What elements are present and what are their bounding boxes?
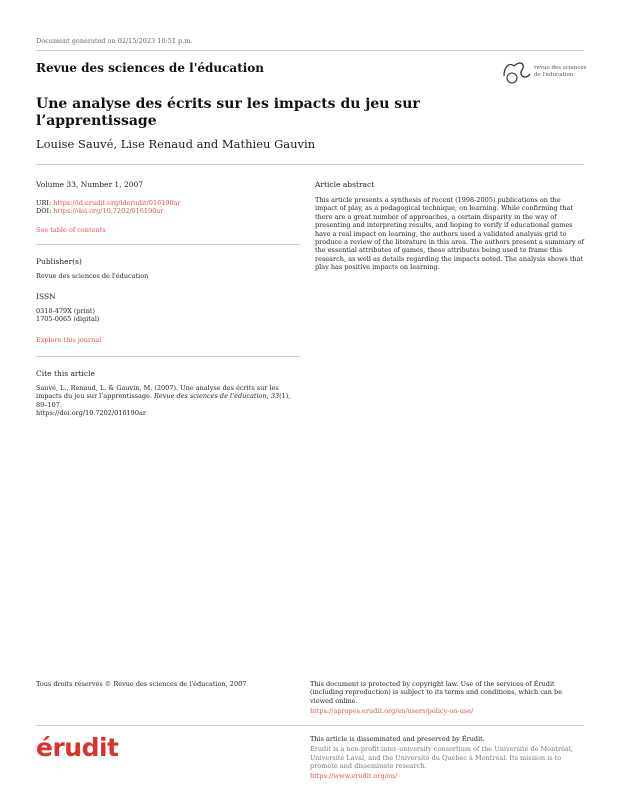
divider: [36, 244, 300, 245]
abstract-heading: Article abstract: [315, 180, 375, 189]
volume-info: Volume 33, Number 1, 2007: [36, 180, 144, 189]
generated-date: Document generated on 02/15/2023 10:51 p.m.: [36, 37, 193, 45]
citation-pages: (1), 89–107.: [36, 392, 291, 409]
uri-label: URI:: [36, 199, 52, 207]
uri-line: [36, 199, 300, 207]
copyright-notice: [310, 680, 580, 715]
footer-divider: [36, 725, 584, 726]
header-divider: [36, 164, 584, 165]
journal-logo-icon: [500, 58, 532, 84]
erudit-info: [310, 735, 580, 780]
erudit-about: Érudit is a non-profit inter-university consortium of the Université de Montréal, Université Laval, and the Université du Québec à Montréal. Its mission is to promote and disseminate research.: [310, 745, 573, 770]
citation-doi: https://doi.org/10.7202/016190ar: [36, 408, 146, 417]
erudit-logo: érudit: [36, 733, 119, 762]
issn-digital: 1705-0065 (digital): [36, 315, 100, 324]
issn-print: 0318-479X (print): [36, 307, 96, 316]
rights-statement: Tous droits réservés © Revue des sciences de l'éducation, 2007: [36, 680, 247, 688]
citation-authors-title: Sauvé, L., Renaud, L. & Gauvin, M. (2007). Une analyse des écrits sur les impacts du jeu sur l’apprentissage.: [36, 384, 279, 401]
abstract-text: This article presents a synthesis of recent (1998-2005) publications on the impact of play, as a pedagogical technique, on learning. While confirming that there are a great number of approaches, a certain disparity in the way of presenting and interpreting results, and hoping to verify if educational games have a real impact on learning, the authors used a validated analysis grid to produce a review of the literature in this area. The authors present a summary of the essential attributes of games, these attributes being used to frame this research, as well as details regarding the impacts noted. The analysis shows that play has positive impacts on learning.: [315, 196, 584, 272]
policy-link[interactable]: https://apropos.erudit.org/en/users/policy-on-use/: [310, 706, 474, 715]
erudit-site-link[interactable]: https://www.erudit.org/en/: [310, 772, 398, 781]
citation-volume: 33: [270, 392, 280, 401]
citation-journal: Revue des sciences de l’éducation: [154, 392, 267, 401]
cite-heading: Cite this article: [36, 369, 95, 379]
journal-logo: [500, 58, 590, 84]
uri-link[interactable]: https://id.erudit.org/iderudit/016190ar: [53, 199, 181, 207]
disseminated-text: This article is disseminated and preserved by Érudit.: [310, 735, 485, 743]
divider: [36, 356, 300, 357]
copyright-text: This document is protected by copyright law. Use of the services of Érudit (including reproduction) is subject to its terms and conditions, which can be viewed online.: [310, 680, 563, 705]
article-authors: Louise Sauvé, Lise Renaud and Mathieu Gauvin: [36, 137, 316, 151]
abstract-column: [315, 180, 585, 272]
metadata-column: [36, 180, 300, 417]
article-title: Une analyse des écrits sur les impacts du jeu sur l’apprentissage: [36, 96, 420, 129]
doi-line: [36, 207, 300, 215]
logo-line-1: revue des sciences: [534, 65, 587, 71]
logo-line-2: de l'éducation: [534, 72, 574, 78]
citation-text: [36, 384, 300, 417]
publisher-heading: Publisher(s): [36, 256, 82, 266]
doi-link[interactable]: https://doi.org/10.7202/016190ar: [53, 207, 164, 216]
doi-label: DOI:: [36, 207, 52, 216]
explore-journal-link[interactable]: Explore this journal: [36, 335, 102, 344]
issn-heading: ISSN: [36, 292, 56, 302]
toc-link[interactable]: See table of contents: [36, 225, 106, 234]
publisher-name: Revue des sciences de l'éducation: [36, 271, 149, 280]
citation-comma: ,: [266, 392, 269, 401]
top-divider: [36, 50, 584, 51]
journal-title: Revue des sciences de l'éducation: [36, 61, 265, 75]
